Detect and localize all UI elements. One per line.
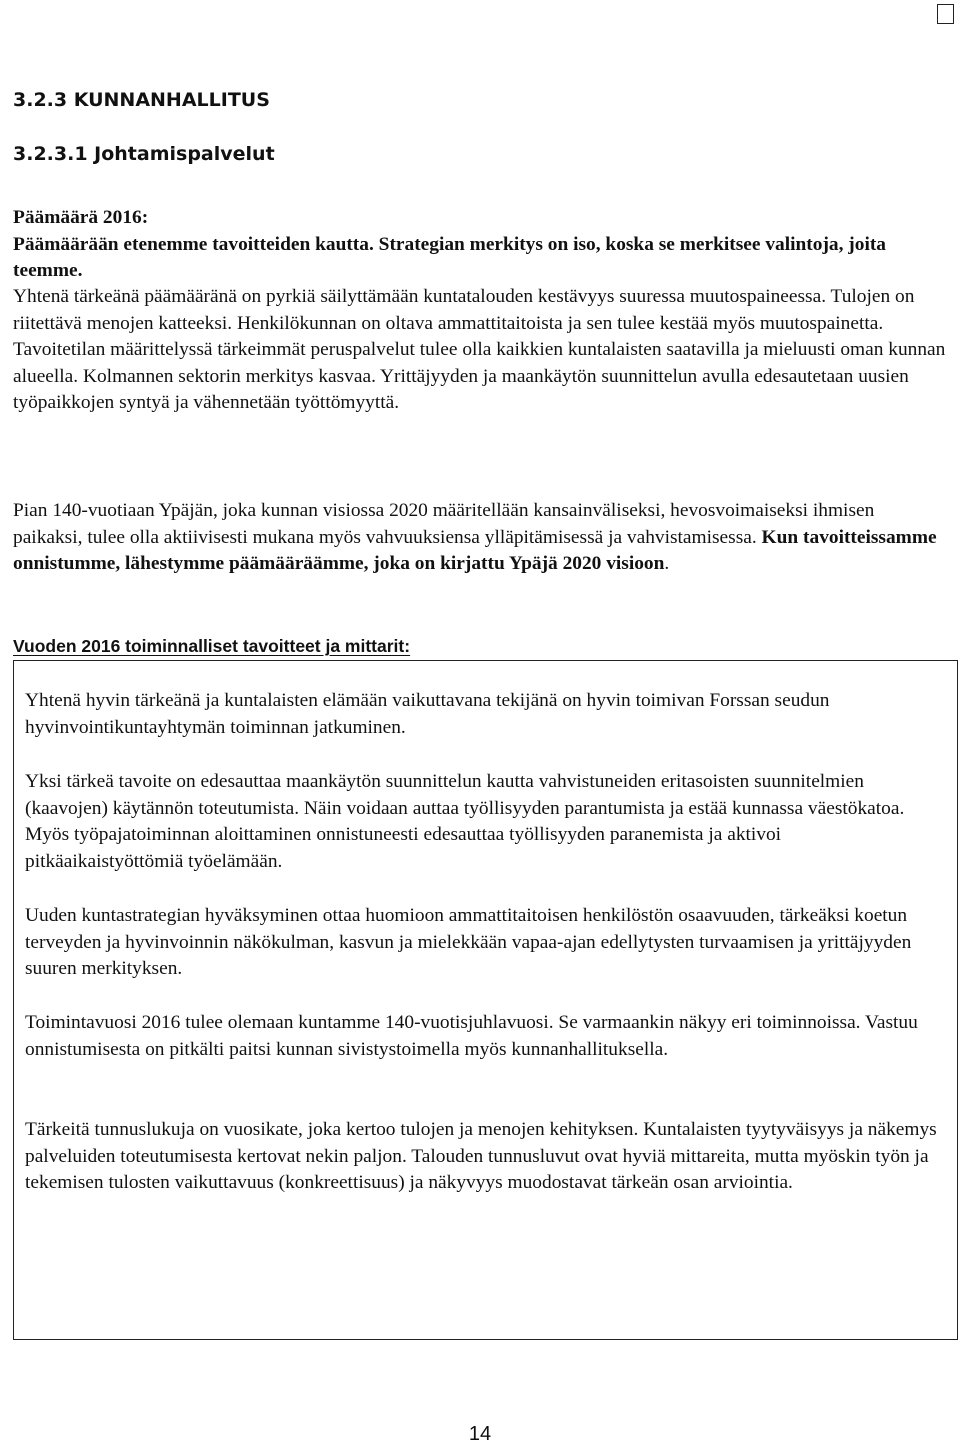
goals-box <box>13 660 958 1340</box>
goals-paragraph: Uuden kuntastrategian hyväksyminen ottaa huomioon ammattitaitoisen henkilöstön osaavuuden, tärkeäksi koetun terveyden ja hyvinvoinnin näkökulman, kasvun ja mielekkään vapaa-ajan edellytysten turvaamisen ja yrittäjyyden suuren merkityksen. <box>25 905 912 979</box>
goals-section-title: Vuoden 2016 toiminnalliset tavoitteet ja mittarit: <box>13 636 411 656</box>
goal-label: Päämäärä 2016: <box>13 207 149 228</box>
vision-paragraph <box>13 498 948 578</box>
vision-end: . <box>664 553 670 574</box>
goals-paragraph: Yhtenä hyvin tärkeänä ja kuntalaisten elämään vaikuttavana tekijänä on hyvin toimivan Forssan seudun hyvinvointikuntayhtymän toiminnan jatkuminen. <box>25 690 830 738</box>
vision-text: Pian 140-vuotiaan Ypäjän, joka kunnan visiossa 2020 määritellään kansainväliseksi, hevosvoimaiseksi ihmisen paikaksi, tulee olla aktiivisesti mukana myös vahvuuksiensa ylläpitämisessä ja vahvistamisessa. <box>13 500 875 548</box>
corner-checkbox-decoration <box>937 4 954 24</box>
vision-bold-text: Kun tavoitteissamme onnistumme, lähestymme päämääräämme, joka on kirjattu Ypäjä 2020 visioon <box>13 526 937 574</box>
goals-paragraph: Yksi tärkeä tavoite on edesauttaa maankäytön suunnittelun kautta vahvistuneiden eritasoisten suunnitelmien (kaavojen) käytännön toteutumista. Näin voidaan auttaa työllisyyden parantumista ja estää kunnassa väestökatoa. Myös työpajatoiminnan aloittaminen onnistuneesti edesauttaa työllisyyden paranemista ja aktivoi pitkäaikaistyöttömiä työelämään. <box>25 771 905 872</box>
section-heading: 3.2.3 KUNNANHALLITUS <box>13 89 270 111</box>
goals-paragraph: Toimintavuosi 2016 tulee olemaan kuntamme 140-vuotisjuhlavuosi. Se varmaankin näkyy eri toiminnoissa. Vastuu onnistumisesta on pitkälti paitsi kunnan sivistystoimella myös kunnanhallituksella. <box>25 1012 918 1060</box>
page-number: 14 <box>468 1423 492 1445</box>
intro-paragraph: Yhtenä tärkeänä päämääränä on pyrkiä säilyttämään kuntatalouden kestävyys suuressa muutospaineessa. Tulojen on riitettävä menojen katteeksi. Henkilökunnan on oltava ammattitaitoista ja sen tulee kestää myös muutospainetta. Tavoitetilan määrittelyssä tärkeimmät peruspalvelut tulee olla kaikkien kuntalaisten saatavilla ja mieluusti oman kunnan alueella. Kolmannen sektorin merkitys kasvaa. Yrittäjyyden ja maankäytön suunnittelun avulla edesautetaan uusien työpaikkojen syntyä ja vähennetään työttömyyttä. <box>13 286 946 413</box>
goal-text: Päämäärään etenemme tavoitteiden kautta. Strategian merkitys on iso, koska se merkitsee valintoja, joita teemme. <box>13 233 887 281</box>
subsection-heading: 3.2.3.1 Johtamispalvelut <box>13 143 275 165</box>
goals-paragraph: Tärkeitä tunnuslukuja on vuosikate, joka kertoo tulojen ja menojen kehityksen. Kuntalaisten tyytyväisyys ja näkemys palveluiden toteutumisesta kertovat nekin paljon. Talouden tunnusluvut ovat hyviä mittareita, mutta myöskin työn ja tekemisen tulosten vaikuttavuus (konkreettisuus) ja näkyvyys muodostavat tärkeän osan arviointia. <box>25 1119 937 1193</box>
goal-block <box>13 205 948 285</box>
